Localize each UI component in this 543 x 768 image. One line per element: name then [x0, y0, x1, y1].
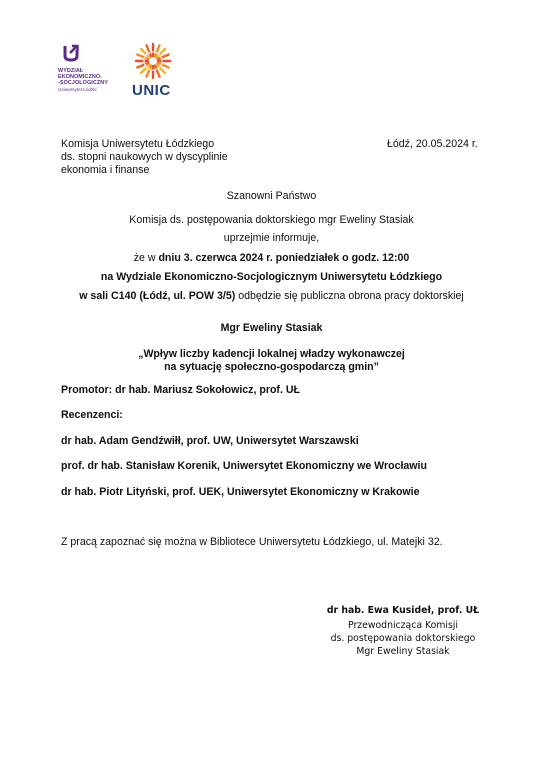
unic-star-dot	[149, 52, 151, 54]
promotor: Promotor: dr hab. Mariusz Sokołowicz, prof. UŁ	[61, 384, 300, 396]
faculty-logo-university: Uniwersytet Łódzki	[58, 87, 97, 92]
unic-star-dot	[156, 52, 158, 54]
sender-line-2: ds. stopni naukowych w dyscyplinie	[61, 151, 228, 163]
signature-name: dr hab. Ewa Kusideł, prof. UŁ	[326, 605, 480, 616]
body-line-1: Komisja ds. postępowania doktorskiego mgr Eweliny Stasiak	[129, 214, 414, 226]
body-line-5-rest: odbędzie się publiczna obrona pracy doktorskiej	[235, 290, 464, 302]
unic-star-dot	[161, 60, 163, 62]
unic-star-dot	[144, 57, 146, 59]
unic-star-dot	[158, 66, 160, 68]
unic-star-dot	[146, 54, 148, 56]
unic-star-dot	[160, 57, 162, 59]
reviewers-heading: Recenzenci:	[61, 409, 123, 421]
signature-role-2: ds. postępowania doktorskiego	[330, 633, 476, 644]
defense-datetime: dniu 3. czerwca 2024 r. poniedziałek o godz. 12:00	[158, 252, 410, 264]
unic-star-dot	[160, 64, 162, 66]
candidate-name: Mgr Eweliny Stasiak	[220, 322, 323, 334]
body-line-3	[0, 252, 543, 265]
faculty-logo	[58, 44, 133, 104]
body-line-2: uprzejmie informuje,	[223, 232, 320, 244]
unic-star-dot	[156, 68, 158, 70]
faculty-logo-line2: EKONOMICZNO-	[58, 74, 103, 80]
signature-role-1: Przewodnicząca Komisji	[348, 620, 458, 631]
unic-star-dot	[152, 51, 154, 53]
salutation: Szanowni Państwo	[226, 190, 317, 202]
body-line-3-prefix: że w	[133, 252, 159, 264]
unic-star-dot	[158, 54, 160, 56]
faculty-logo-icon	[62, 44, 80, 62]
unic-star-dot	[144, 64, 146, 66]
thesis-title-line-1: „Wpływ liczby kadencji lokalnej władzy wykonawczej	[138, 348, 405, 360]
reviewer-3: dr hab. Piotr Lityński, prof. UEK, Uniwersytet Ekonomiczny w Krakowie	[61, 486, 420, 498]
unic-star-icon	[134, 42, 172, 80]
body-line-4: na Wydziale Ekonomiczno-Socjologicznym Uniwersytetu Łódzkiego	[100, 271, 443, 283]
faculty-logo-line3: -SOCJOLOGICZNY	[58, 80, 108, 86]
unic-logo	[132, 42, 174, 100]
signature-role-3: Mgr Eweliny Stasiak	[356, 646, 450, 657]
unic-star-dot	[143, 60, 145, 62]
sender-line-3: ekonomia i finanse	[61, 164, 150, 176]
reviewer-1: dr hab. Adam Gendźwiłł, prof. UW, Uniwersytet Warszawski	[61, 435, 359, 447]
defense-location: w sali C140 (Łódź, ul. POW 3/5)	[79, 290, 236, 302]
unic-star-dot	[146, 66, 148, 68]
body-line-5	[0, 290, 543, 303]
unic-star-dot	[149, 68, 151, 70]
faculty-logo-line1: WYDZIAŁ	[58, 68, 84, 74]
unic-logo-text: UNIC	[132, 82, 171, 99]
reviewer-2: prof. dr hab. Stanisław Korenik, Uniwersytet Ekonomiczny we Wrocławiu	[61, 460, 427, 472]
unic-star-dot	[152, 69, 154, 71]
thesis-title-line-2: na sytuację społeczno-gospodarczą gmin”	[164, 361, 379, 373]
sender-line-1: Komisja Uniwersytetu Łódzkiego	[61, 138, 215, 150]
letter-date: Łódź, 20.05.2024 r.	[387, 138, 478, 150]
library-note: Z pracą zapoznać się można w Bibliotece Uniwersytetu Łódzkiego, ul. Matejki 32.	[61, 536, 443, 548]
